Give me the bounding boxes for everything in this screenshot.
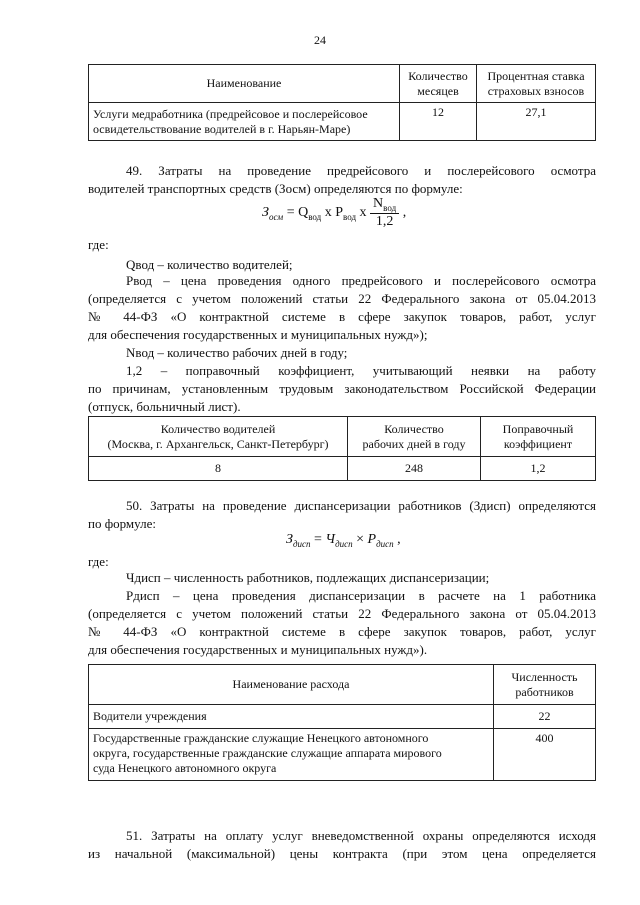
section50-def-price-l2: (определяется с учетом положений статьи 22 Федерального закона от 05.04.2013 [88,606,596,621]
table3-row1-count: 22 [494,705,596,729]
table3-header-count: Численность работников [494,665,596,705]
section49-line2: водителей транспортных средств (Зосм) определяются по формуле: [88,181,463,196]
section50-def-price-l4: для обеспечения государственных и муниципальных нужд»). [88,642,428,657]
table1-cell-name: Услуги медработника (предрейсовое и послерейсовое освидетельствование водителей в г. Нарьян-Маре) [89,103,400,141]
table2-header-coef: Поправочный коэффициент [481,417,596,457]
table2-cell-drivers: 8 [89,457,348,481]
table-employees [88,664,596,781]
table2-header-drivers: Количество водителей (Москва, г. Архангельск, Санкт-Петербург) [89,417,348,457]
table1-header-name: Наименование [89,65,400,103]
table3-header-expense: Наименование расхода [89,665,494,705]
section49-def-coef-l3: (отпуск, больничный лист). [88,399,241,414]
table2-header-days: Количество рабочих дней в году [348,417,481,457]
table3-row1-name: Водители учреждения [89,705,494,729]
section51-line1: 51. Затраты на оплату услуг вневедомственной охраны определяются исходя [126,828,596,843]
section51-line2: из начальной (максимальной) цены контракта (при этом цена определяется [88,846,596,861]
section50-def-price-l3: № 44-ФЗ «О контрактной системе в сфере закупок товаров, работ, услуг [88,624,596,639]
table1-cell-rate: 27,1 [477,103,596,141]
section49-def-coef-l2: по причинам, установленным трудовым законодательством Российской Федерации [88,381,596,396]
table3-row2-count: 400 [494,729,596,781]
section50-line2: по формуле: [88,516,156,531]
table-drivers [88,416,596,481]
section50-line1: 50. Затраты на проведение диспансеризации работников (Здисп) определяются [126,498,596,513]
page-number: 24 [314,33,326,47]
section49-where: где: [88,237,109,252]
table2-cell-coef: 1,2 [481,457,596,481]
formula-osm: $З_{осм} = Q_{вод}$ x $P_{вод}$ x $\frac{N_{вод}}{1,2}$ , [262,196,407,229]
table-medical-services [88,64,596,141]
section49-line1: 49. Затраты на проведение предрейсового и послерейсового осмотра [126,163,596,178]
section49-def-p-l1: Pвод – цена проведения одного предрейсового и послерейсового осмотра [126,273,596,288]
table2-cell-days: 248 [348,457,481,481]
section49-def-p-l2: (определяется с учетом положений статьи 22 Федерального закона от 05.04.2013 [88,291,596,306]
table1-header-rate: Процентная ставка страховых взносов [477,65,596,103]
table3-row2-name: Государственные гражданские служащие Ненецкого автономного округа, государственные гражданские служащие аппарата мирового суда Ненецкого автономного округа [89,729,494,781]
section50-where: где: [88,554,109,569]
section49-def-q: Qвод – количество водителей; [126,257,293,272]
table1-header-months: Количество месяцев [400,65,477,103]
section49-def-p-l4: для обеспечения государственных и муниципальных нужд»); [88,327,428,342]
section49-def-coef-l1: 1,2 – поправочный коэффициент, учитывающий неявки на работу [126,363,596,378]
section49-def-p-l3: № 44-ФЗ «О контрактной системе в сфере закупок товаров, работ, услуг [88,309,596,324]
table1-cell-months: 12 [400,103,477,141]
formula-disp: $З_{дисп} = Ч_{дисп} \times Р_{дисп}$ , [286,532,401,549]
section50-def-price-l1: Pдисп – цена проведения диспансеризации в расчете на 1 работника [126,588,596,603]
section49-def-n: Nвод – количество рабочих дней в году; [126,345,348,360]
section50-def-count: Чдисп – численность работников, подлежащих диспансеризации; [126,570,490,585]
